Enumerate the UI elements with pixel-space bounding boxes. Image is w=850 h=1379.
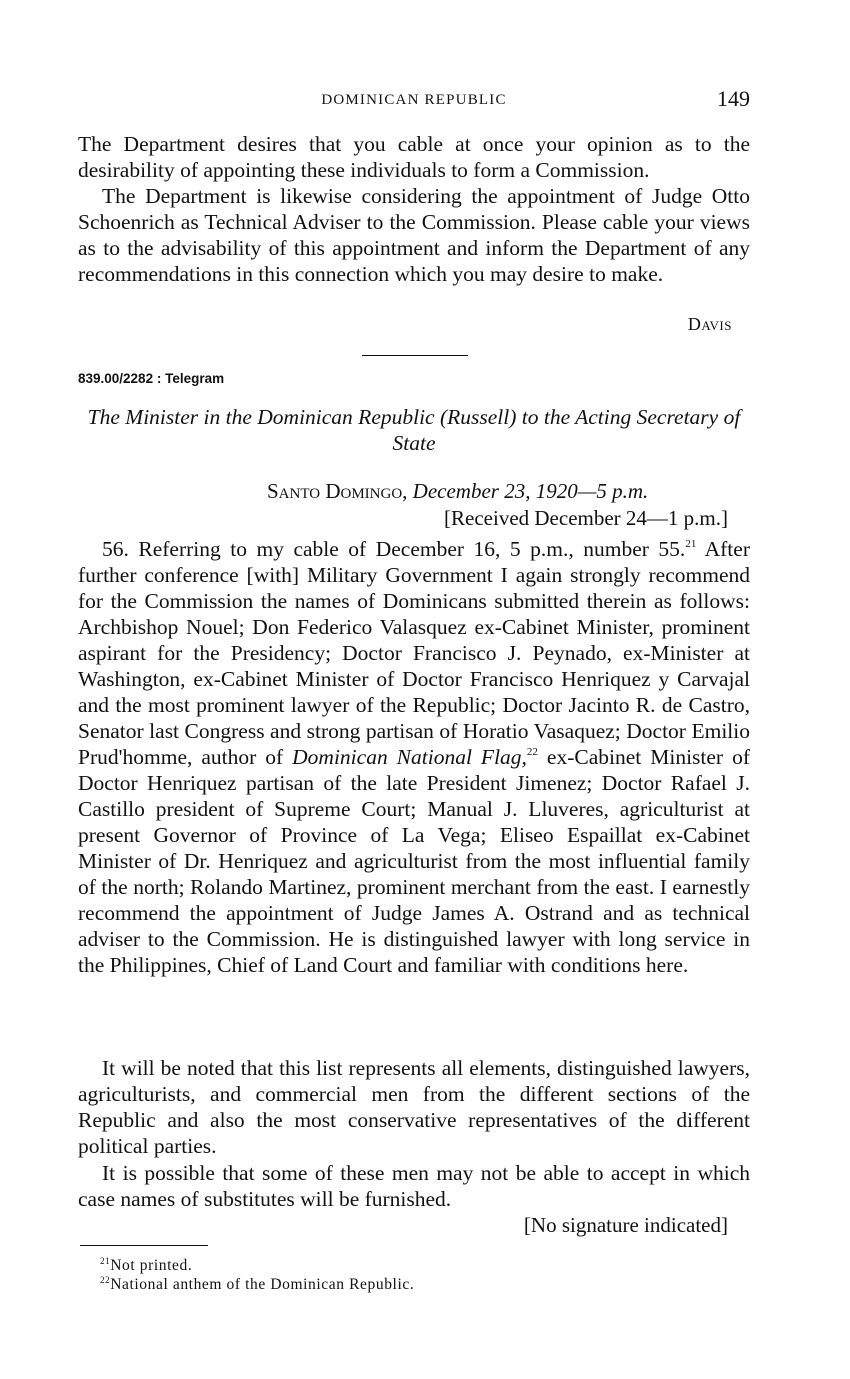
footnote-ref-21: 21 xyxy=(685,538,697,550)
footnote-divider xyxy=(80,1245,208,1246)
dateline-date: December 23, 1920—5 p.m. xyxy=(412,479,649,503)
footnote-number: 21 xyxy=(100,1256,111,1266)
page-number: 149 xyxy=(717,86,750,111)
body-text-part-3: ex-Cabinet Minister of Doctor Henriquez partisan of the late President Jimenez; Doctor Rafael J. Castillo president of Supreme Court; Manual J. Lluveres, agriculturist at present Governor of Province of La Vega; Eliseo Espaillat ex-Cabinet Minister of Dr. Henriquez and agriculturist from the most influential family of the north; Rolando Martinez, prominent merchant from the east. I earnestly recommend the appointment of Judge James A. Ostrand and as technical adviser to the Commission. He is distinguished lawyer with long service in the Philippines, Chief of Land Court and familiar with conditions here. xyxy=(78,745,750,977)
footnote-ref-22: 22 xyxy=(526,746,538,758)
footnote-text: National anthem of the Dominican Republic. xyxy=(110,1276,415,1293)
footnote-22 xyxy=(100,1275,414,1294)
no-signature-note: [No signature indicated] xyxy=(523,1213,728,1237)
footnote-21 xyxy=(100,1256,192,1275)
paragraph-list-notes: It will be noted that this list represents all elements, distinguished lawyers, agriculturists, and commercial men from the different sections of the Republic and also the most conservative representatives of the different political parties. xyxy=(78,1056,750,1158)
paragraph-cable-opinion: The Department desires that you cable at once your opinion as to the desirability of appointing these individuals to form a Commission. xyxy=(78,132,750,182)
footnote-number: 22 xyxy=(100,1275,111,1285)
page-header xyxy=(78,86,750,116)
body-text-part-1: 56. Referring to my cable of December 16, 5 p.m., number 55. xyxy=(102,537,686,561)
received-note: [Received December 24—1 p.m.] xyxy=(444,506,728,530)
body-text-part-2: After further conference [with] Military Government I again strongly recommend for the Commission the names of Dominicans submitted therein as follows: Archbishop Nouel; Don Federico Valasquez ex-Cabinet Minister, prominent aspirant for the Presidency; Doctor Francisco J. Peynado, ex-Minister at Washington, ex-Cabinet Minister of Doctor Francisco Henriquez y Carvajal and the most prominent lawyer of the Republic; Doctor Jacinto R. de Castro, Senator last Congress and strong partisan of Horatio Vasaquez; Doctor Emilio Prud'homme, author of xyxy=(78,537,750,769)
document-title: The Minister in the Dominican Republic (Russell) to the Acting Secretary of State xyxy=(87,405,741,455)
footnote-text: Not printed. xyxy=(110,1257,193,1274)
dateline xyxy=(267,478,648,504)
section-divider xyxy=(362,355,468,356)
running-head: DOMINICAN REPUBLIC xyxy=(321,92,507,108)
dateline-place: Santo Domingo, xyxy=(267,479,408,503)
signature-davis: Davis xyxy=(687,314,732,334)
paragraph-substitutes: It is possible that some of these men may not be able to accept in which case names of substitutes will be furnished. xyxy=(78,1161,750,1211)
file-number: 839.00/2282 : Telegram xyxy=(78,371,225,386)
paragraph-technical-adviser: The Department is likewise considering the appointment of Judge Otto Schoenrich as Technical Adviser to the Commission. Please cable your views as to the advisability of this appointment and inform the Department of any recommendations in this connection which you may desire to make. xyxy=(78,184,750,286)
anthem-title: Dominican National Flag, xyxy=(292,745,527,769)
paragraph-telegram-body xyxy=(78,536,750,978)
